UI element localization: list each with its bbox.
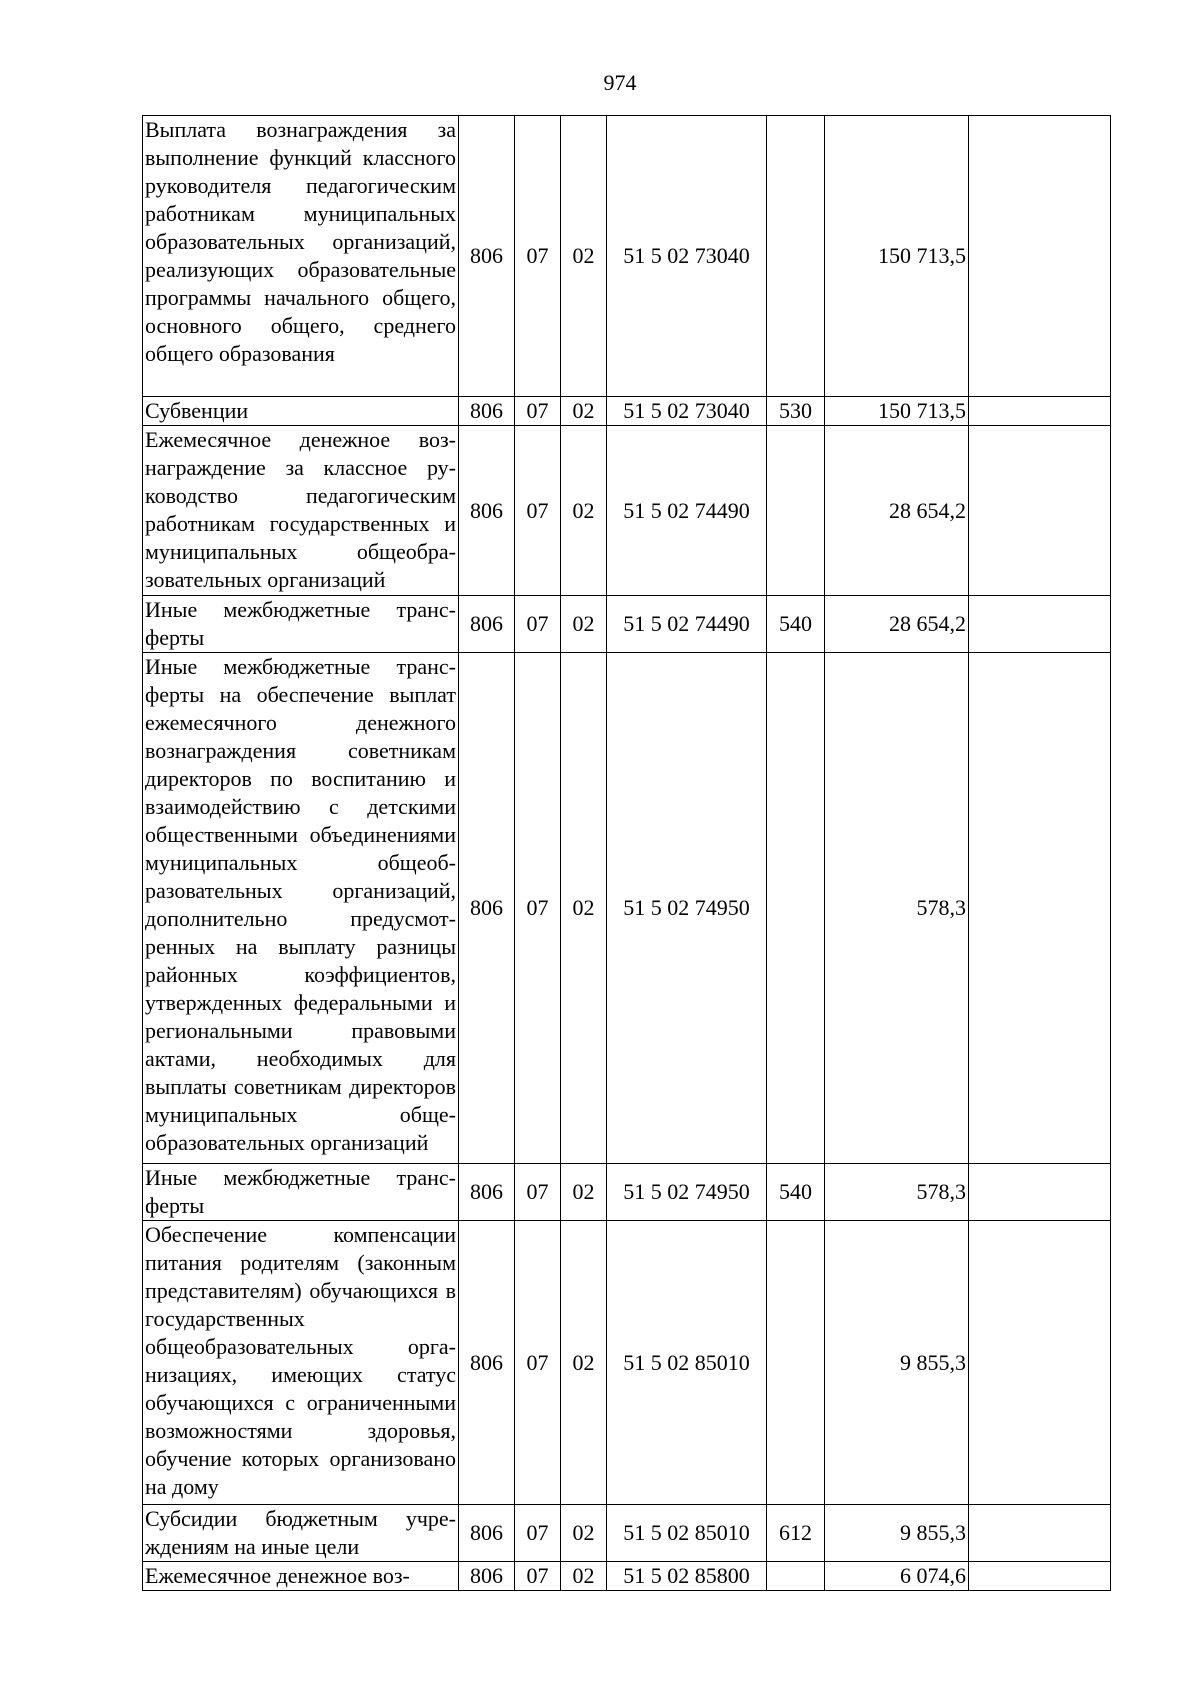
subsection-code-cell: 02: [561, 1562, 607, 1591]
section-code-cell: 07: [515, 596, 561, 653]
subsection-code-cell: 02: [561, 596, 607, 653]
grbs-code-cell: 806: [459, 426, 515, 596]
amount-cell: 28 654,2: [825, 596, 969, 653]
table-row: [143, 426, 1111, 596]
grbs-code-cell: 806: [459, 1164, 515, 1221]
amount-cell: 9 855,3: [825, 1221, 969, 1505]
table-row: [143, 1505, 1111, 1562]
target-article-cell: 51 5 02 73040: [607, 116, 767, 397]
item-name-cell: Ежемесячное денежное вознаграждение за классное руководство педагогическим работникам государственных и муниципальных общеобразовательных организаций: [143, 426, 459, 596]
expense-type-cell: 540: [767, 1164, 825, 1221]
extra-cell: [969, 1164, 1111, 1221]
section-code-cell: 07: [515, 1562, 561, 1591]
subsection-code-cell: 02: [561, 116, 607, 397]
subsection-code-cell: 02: [561, 1164, 607, 1221]
section-code-cell: 07: [515, 1505, 561, 1562]
item-name-cell: Иные межбюджетные трансферты: [143, 596, 459, 653]
subsection-code-cell: 02: [561, 1221, 607, 1505]
target-article-cell: 51 5 02 74950: [607, 1164, 767, 1221]
target-article-cell: 51 5 02 73040: [607, 397, 767, 426]
item-name-cell: Иные межбюджетные трансферты: [143, 1164, 459, 1221]
extra-cell: [969, 596, 1111, 653]
table-row: [143, 1164, 1111, 1221]
section-code-cell: 07: [515, 426, 561, 596]
item-name-cell: Субсидии бюджетным учреждениям на иные цели: [143, 1505, 459, 1562]
subsection-code-cell: 02: [561, 1505, 607, 1562]
subsection-code-cell: 02: [561, 426, 607, 596]
extra-cell: [969, 653, 1111, 1164]
budget-table-body: [143, 116, 1111, 1591]
amount-cell: 28 654,2: [825, 426, 969, 596]
amount-cell: 578,3: [825, 653, 969, 1164]
amount-cell: 150 713,5: [825, 397, 969, 426]
expense-type-cell: 540: [767, 596, 825, 653]
expense-type-cell: [767, 426, 825, 596]
item-name-cell: Ежемесячное денежное воз-: [143, 1562, 459, 1591]
section-code-cell: 07: [515, 1221, 561, 1505]
item-name-cell: Обеспечение компенсации питания родителям (законным представителям) обучающихся в государственных общеобразовательных организациях, имеющих статус обучающихся с ограниченными возможностями здоровья, обучение которых организовано на дому: [143, 1221, 459, 1505]
section-code-cell: 07: [515, 397, 561, 426]
extra-cell: [969, 1562, 1111, 1591]
section-code-cell: 07: [515, 1164, 561, 1221]
page-number: 974: [603, 70, 637, 95]
amount-cell: 6 074,6: [825, 1562, 969, 1591]
extra-cell: [969, 426, 1111, 596]
extra-cell: [969, 1221, 1111, 1505]
grbs-code-cell: 806: [459, 596, 515, 653]
section-code-cell: 07: [515, 653, 561, 1164]
table-row: [143, 1562, 1111, 1591]
table-row: [143, 653, 1111, 1164]
expense-type-cell: [767, 1562, 825, 1591]
target-article-cell: 51 5 02 74490: [607, 596, 767, 653]
grbs-code-cell: 806: [459, 116, 515, 397]
grbs-code-cell: 806: [459, 1505, 515, 1562]
amount-cell: 9 855,3: [825, 1505, 969, 1562]
target-article-cell: 51 5 02 85800: [607, 1562, 767, 1591]
table-row: [143, 596, 1111, 653]
item-name-cell: Иные межбюджетные трансферты на обеспечение выплат ежемесячного денежного вознаграждения советникам директоров по воспитанию и взаимодействию с детскими общественными объединениями муниципальных общеобразовательных организаций, дополнительно предусмотренных на выплату разницы районных коэффициентов, утвержденных федеральными и региональными правовыми актами, необходимых для выплаты советникам директоров муниципальных общеобразовательных организаций: [143, 653, 459, 1164]
expense-type-cell: 612: [767, 1505, 825, 1562]
grbs-code-cell: 806: [459, 1221, 515, 1505]
subsection-code-cell: 02: [561, 397, 607, 426]
table-row: [143, 397, 1111, 426]
expense-type-cell: [767, 653, 825, 1164]
grbs-code-cell: 806: [459, 653, 515, 1164]
extra-cell: [969, 1505, 1111, 1562]
expense-type-cell: 530: [767, 397, 825, 426]
target-article-cell: 51 5 02 85010: [607, 1221, 767, 1505]
item-name-cell: Выплата вознаграждения за выполнение функций классного руководителя педагогическим работникам муниципальных образовательных организаций, реализующих образовательные программы начального общего, основного общего, среднего общего образования: [143, 116, 459, 397]
item-name-cell: Субвенции: [143, 397, 459, 426]
amount-cell: 578,3: [825, 1164, 969, 1221]
subsection-code-cell: 02: [561, 653, 607, 1164]
table-row: [143, 1221, 1111, 1505]
budget-table: [142, 115, 1111, 1591]
amount-cell: 150 713,5: [825, 116, 969, 397]
section-code-cell: 07: [515, 116, 561, 397]
grbs-code-cell: 806: [459, 1562, 515, 1591]
extra-cell: [969, 397, 1111, 426]
grbs-code-cell: 806: [459, 397, 515, 426]
expense-type-cell: [767, 1221, 825, 1505]
expense-type-cell: [767, 116, 825, 397]
table-row: [143, 116, 1111, 397]
target-article-cell: 51 5 02 74490: [607, 426, 767, 596]
extra-cell: [969, 116, 1111, 397]
target-article-cell: 51 5 02 85010: [607, 1505, 767, 1562]
target-article-cell: 51 5 02 74950: [607, 653, 767, 1164]
